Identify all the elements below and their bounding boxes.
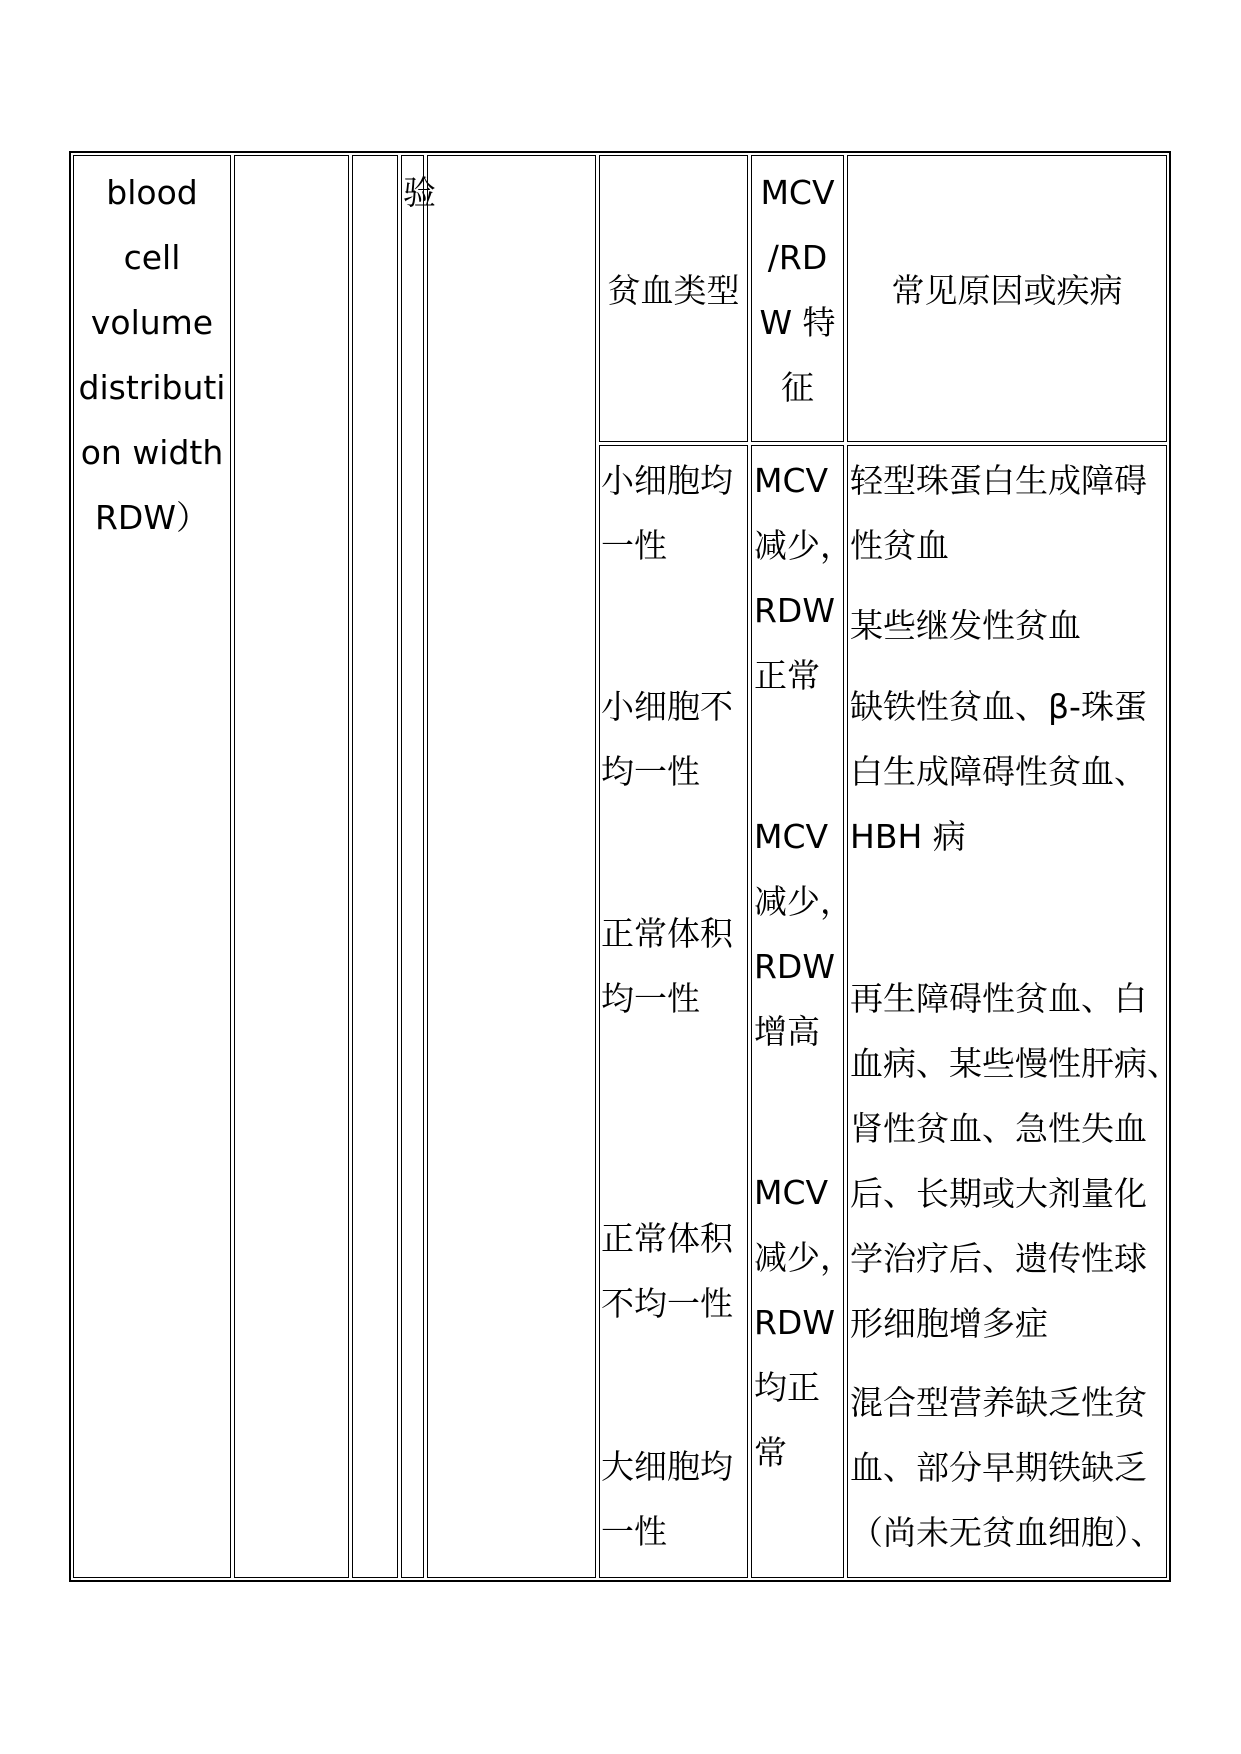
table-cell-clipped — [401, 155, 436, 1578]
text-line: 增高 — [754, 1012, 820, 1051]
table-cell-parameter-name — [73, 155, 231, 1578]
text-line: 缺铁性贫血、β-珠蛋 — [850, 687, 1147, 726]
feature-entry — [754, 1160, 853, 1485]
anemia-type-entry — [601, 1206, 733, 1336]
cause-entry — [850, 448, 1147, 578]
text-line: 血病、某些慢性肝病、 — [850, 1044, 1180, 1083]
text-line: 学治疗后、遗传性球 — [850, 1239, 1147, 1278]
anemia-type-entry — [601, 1434, 733, 1564]
text-line: MCV — [754, 1173, 829, 1212]
text-line: 均正 — [754, 1368, 820, 1407]
text-line: 大细胞均 — [601, 1447, 733, 1486]
text-line: MCV — [760, 173, 835, 212]
clipped-text: 验 — [403, 173, 436, 212]
text-line: 某些继发性贫血 — [850, 606, 1081, 645]
anemia-type-entry — [601, 674, 733, 804]
text-line: blood — [106, 173, 198, 212]
text-line: RDW — [754, 947, 835, 986]
table-cell-anemia-types — [599, 445, 748, 1578]
header-cell-anemia-type — [599, 155, 748, 442]
text-line: 血、部分早期铁缺乏 — [850, 1448, 1147, 1487]
text-line: 不均一性 — [601, 1284, 733, 1323]
feature-entry — [754, 804, 853, 1064]
header-causes: 常见原因或疾病 — [891, 271, 1123, 310]
text-line: cell — [123, 238, 181, 277]
table-cell-empty — [352, 155, 398, 1578]
header-anemia-type: 贫血类型 — [607, 271, 740, 310]
text-line: HBH 病 — [850, 817, 966, 856]
text-line: on width — [80, 433, 224, 472]
text-line: 常 — [754, 1433, 787, 1472]
text-line: 小细胞不 — [601, 687, 733, 726]
text-line: 白生成障碍性贫血、 — [850, 752, 1147, 791]
header-cell-causes — [847, 155, 1167, 442]
feature-entry — [754, 448, 853, 708]
table-cell-empty — [234, 155, 349, 1578]
text-line: 征 — [781, 368, 814, 407]
cause-entry — [850, 966, 1180, 1356]
text-line: 轻型珠蛋白生成障碍 — [850, 461, 1147, 500]
text-line: 减少， — [754, 1238, 853, 1277]
text-line: 减少， — [754, 526, 853, 565]
text-line: distributi — [78, 368, 226, 407]
parameter-name — [74, 160, 230, 550]
text-line: 再生障碍性贫血、白 — [850, 979, 1147, 1018]
text-line: MCV — [754, 817, 829, 856]
text-line: 均一性 — [601, 752, 700, 791]
anemia-type-entry — [601, 901, 733, 1031]
text-line: W 特 — [759, 303, 836, 342]
data-table — [69, 151, 1180, 1582]
cause-entry — [850, 593, 1081, 658]
table-cell-causes — [847, 445, 1180, 1578]
cause-entry — [850, 1370, 1164, 1565]
anemia-type-entry — [601, 448, 733, 578]
text-line: MCV — [754, 461, 829, 500]
text-line: （尚未无贫血细胞）、 — [850, 1513, 1164, 1552]
text-line: 减少， — [754, 882, 853, 921]
text-line: RDW — [754, 1303, 835, 1342]
text-line: RDW） — [95, 498, 209, 537]
text-line: 性贫血 — [850, 526, 949, 565]
text-line: 肾性贫血、急性失血 — [850, 1109, 1147, 1148]
header-mcv-rdw-feature — [752, 160, 843, 420]
header-cell-mcv-rdw-feature — [751, 155, 844, 442]
text-line: 形细胞增多症 — [850, 1304, 1048, 1343]
text-line: 一性 — [601, 1512, 667, 1551]
text-line: 均一性 — [601, 979, 700, 1018]
text-line: 正常体积 — [601, 914, 733, 953]
text-line: 小细胞均 — [601, 461, 733, 500]
text-line: 正常 — [754, 656, 820, 695]
table-cell-features — [751, 445, 853, 1578]
text-line: 后、长期或大剂量化 — [850, 1174, 1147, 1213]
text-line: RDW — [754, 591, 835, 630]
cause-entry — [850, 674, 1147, 869]
text-line: 混合型营养缺乏性贫 — [850, 1383, 1147, 1422]
text-line: /RD — [767, 238, 828, 277]
table-cell-empty — [427, 155, 596, 1578]
text-line: 正常体积 — [601, 1219, 733, 1258]
text-line: volume — [90, 303, 214, 342]
text-line: 一性 — [601, 526, 667, 565]
